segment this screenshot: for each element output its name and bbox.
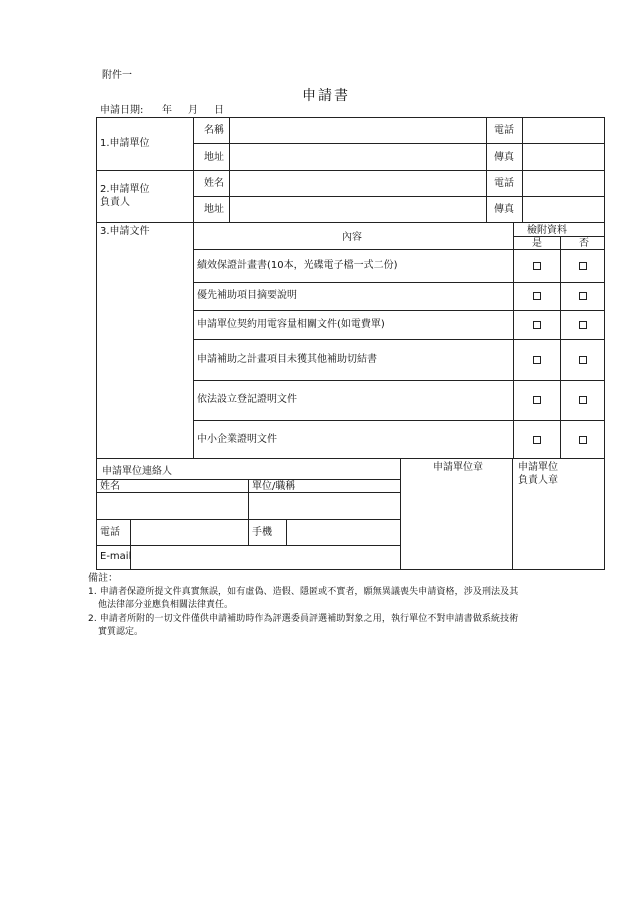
doc-1-no-checkbox[interactable] bbox=[579, 262, 587, 270]
contact-name-field[interactable] bbox=[98, 494, 246, 518]
doc-5-no-checkbox[interactable] bbox=[579, 396, 587, 404]
yes-header: 是 bbox=[532, 238, 542, 249]
doc-item-2: 優先補助項目摘要說明 bbox=[197, 290, 297, 301]
contact-title-field[interactable] bbox=[250, 494, 399, 518]
unit-fax-label: 傳真 bbox=[494, 152, 514, 163]
doc-6-no-checkbox[interactable] bbox=[579, 436, 587, 444]
unit-address-label: 地址 bbox=[204, 152, 224, 163]
contact-phone-label: 電話 bbox=[100, 527, 120, 538]
unit-fax-field[interactable] bbox=[524, 145, 603, 169]
doc-item-4: 申請補助之計畫項目未獲其他補助切結書 bbox=[197, 354, 377, 365]
note-1-line-2: 他法律部分並應負相關法律責任。 bbox=[98, 600, 234, 610]
content-header: 內容 bbox=[342, 232, 362, 243]
unit-seal-label: 申請單位章 bbox=[433, 462, 483, 473]
contact-email-label: E-mail bbox=[100, 551, 132, 562]
documents-label: 3.申請文件 bbox=[100, 226, 150, 237]
contact-mobile-label: 手機 bbox=[252, 527, 272, 538]
date-month: 月 bbox=[188, 105, 198, 116]
unit-phone-label: 電話 bbox=[494, 125, 514, 136]
doc-item-1: 績效保證計畫書(10本，光碟電子檔一式二份) bbox=[197, 260, 398, 271]
contact-label: 申請單位連絡人 bbox=[102, 466, 172, 477]
contact-email-field[interactable] bbox=[132, 547, 399, 568]
note-2-line-2: 實質認定。 bbox=[98, 627, 144, 637]
unit-address-field[interactable] bbox=[231, 145, 484, 169]
unit-phone-field[interactable] bbox=[524, 119, 603, 142]
responsible-fax-label: 傳真 bbox=[494, 204, 514, 215]
date-day: 日 bbox=[214, 105, 224, 116]
attachment-label: 附件一 bbox=[102, 70, 132, 81]
responsible-phone-field[interactable] bbox=[524, 172, 603, 195]
check-header: 檢附資料 bbox=[527, 225, 567, 236]
notes-label: 備註： bbox=[88, 573, 118, 584]
responsible-name-field[interactable] bbox=[231, 172, 484, 195]
doc-2-yes-checkbox[interactable] bbox=[533, 292, 541, 300]
responsible-label-2: 負責人 bbox=[100, 197, 130, 208]
unit-name-field[interactable] bbox=[231, 119, 484, 142]
applicant-unit-label: 1.申請單位 bbox=[100, 138, 150, 149]
note-2-line-1: 2. 申請者所附的一切文件僅供申請補助時作為評選委員評選補助對象之用，執行單位不對申請書做系統技術 bbox=[88, 614, 519, 624]
doc-3-yes-checkbox[interactable] bbox=[533, 321, 541, 329]
owner-seal-area[interactable] bbox=[514, 489, 603, 567]
contact-mobile-field[interactable] bbox=[288, 521, 399, 544]
doc-item-6: 中小企業證明文件 bbox=[197, 434, 277, 445]
owner-seal-label-2: 負責人章 bbox=[518, 475, 558, 486]
responsible-name-label: 姓名 bbox=[204, 178, 224, 189]
doc-item-5: 依法設立登記證明文件 bbox=[197, 394, 297, 405]
responsible-label-1: 2.申請單位 bbox=[100, 184, 150, 195]
responsible-fax-field[interactable] bbox=[524, 198, 603, 221]
date-year: 年 bbox=[162, 105, 172, 116]
doc-4-yes-checkbox[interactable] bbox=[533, 356, 541, 364]
contact-phone-field[interactable] bbox=[132, 521, 246, 544]
contact-name-label: 姓名 bbox=[100, 481, 120, 492]
responsible-address-label: 地址 bbox=[204, 204, 224, 215]
doc-4-no-checkbox[interactable] bbox=[579, 356, 587, 364]
doc-1-yes-checkbox[interactable] bbox=[533, 262, 541, 270]
responsible-address-field[interactable] bbox=[231, 198, 484, 221]
doc-2-no-checkbox[interactable] bbox=[579, 292, 587, 300]
doc-3-no-checkbox[interactable] bbox=[579, 321, 587, 329]
responsible-phone-label: 電話 bbox=[494, 178, 514, 189]
doc-6-yes-checkbox[interactable] bbox=[533, 436, 541, 444]
doc-5-yes-checkbox[interactable] bbox=[533, 396, 541, 404]
unit-name-label: 名稱 bbox=[204, 125, 224, 136]
page-title: 申請書 bbox=[302, 88, 350, 104]
contact-title-label: 單位/職稱 bbox=[252, 481, 296, 492]
note-1-line-1: 1. 申請者保證所提文件真實無誤，如有虛偽、造假、隱匿或不實者，願無異議喪失申請資格，涉及刑法及其 bbox=[88, 587, 519, 597]
date-label: 申請日期: bbox=[100, 105, 144, 116]
doc-item-3: 申請單位契約用電容量相關文件(如電費單) bbox=[197, 319, 385, 330]
owner-seal-label-1: 申請單位 bbox=[518, 462, 558, 473]
unit-seal-area[interactable] bbox=[402, 476, 510, 567]
no-header: 否 bbox=[579, 238, 589, 249]
